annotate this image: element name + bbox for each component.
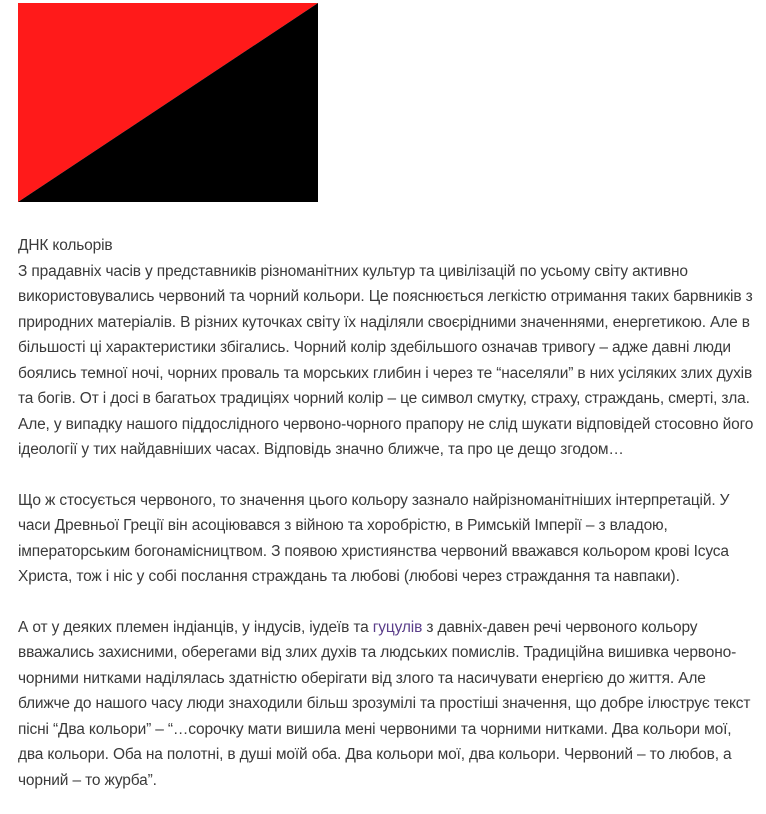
- intro-paragraph: [18, 233, 758, 463]
- red-black-flag-image: [18, 3, 318, 202]
- paragraph-text-before-link: А от у деяких племен індіанців, у індусів, іудеїв та: [18, 618, 373, 636]
- red-meaning-paragraph: [18, 488, 758, 590]
- article-body: [18, 233, 758, 793]
- paragraph-text-after-link: з давніх-давен речі червоного кольору вважались захисними, оберегами від злих духів та людських помислів. Традиційна вишивка червоно-чорними нитками наділялась здатністю оберігати від злого та насичувати енергією до життя. Але ближче до нашого часу люди знаходили більш зрозумілі та простіші значення, що добре ілюструє текст пісні “Два кольори” – “…сорочку мати вишила мені червоними та чорними нитками. Два кольори мої, два кольори. Оба на полотні, в душі моїй оба. Два кольори мої, два кольори. Червоний – то любов, а чорний – то журба”.: [18, 618, 751, 789]
- hutsuls-link[interactable]: гуцулів: [372, 618, 423, 636]
- paragraph-text: Що ж стосується червоного, то значення цього кольору зазнало найрізноманітніших інтерпретацій. У часи Древньої Греції він асоціювався з війною та хоробрістю, в Римській Імперії – з владою, імператорським богонамісництвом. З появою християнства червоний вважався кольором крові Ісуса Христа, тож і ніс у собі послання страждань та любові (любові через страждання та навпаки).: [18, 491, 730, 585]
- paragraph-text: З прадавніх часів у представників різноманітних культур та цивілізацій по усьому світу активно використовувались червоний та чорний кольори. Це пояснюється легкістю отримання таких барвників з природних матеріалів. В різних куточках світу їх наділяли своєрідними значеннями, енергетикою. Але в більшості ці характеристики збігались. Чорний колір здебільшого означав тривогу – адже давні люди боялись темної ночі, чорних проваль та морських глибин і через те “населяли” в них усіляких злих духів та богів. От і досі в багатьох традиціях чорний колір – це символ смутку, страху, страждань, смерті, зла. Але, у випадку нашого піддослідного червоно-чорного прапору не слід шукати відповідей стосовно його ідеології у тих найдавніших часах. Відповідь значно ближче, та про це дещо згодом…: [18, 262, 754, 458]
- traditions-paragraph: [18, 615, 758, 794]
- section-heading: ДНК кольорів: [18, 237, 113, 254]
